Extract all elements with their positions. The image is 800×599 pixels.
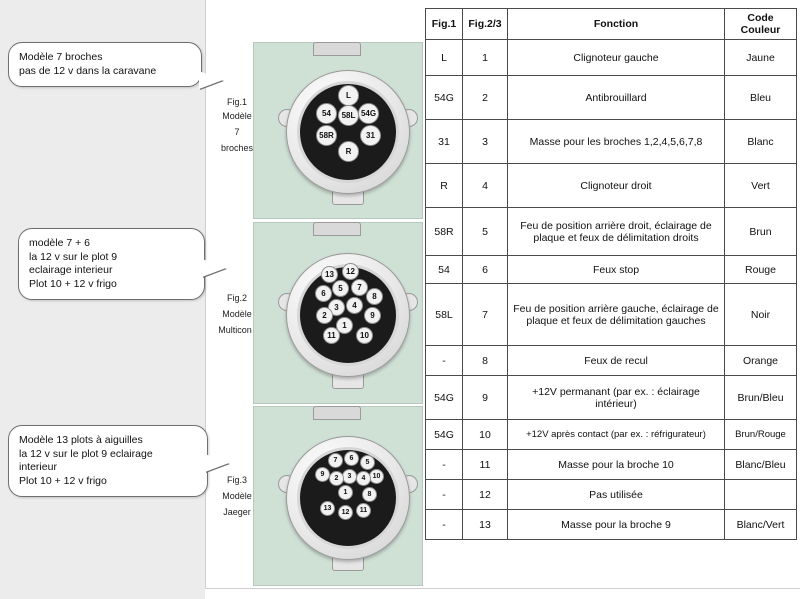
table-row xyxy=(426,420,797,450)
cell-fig1: 54G xyxy=(426,376,463,420)
table-row xyxy=(426,510,797,540)
figure-1-caption-line3: 7 xyxy=(234,127,240,137)
cell-fig23: 5 xyxy=(463,208,508,256)
pin-11: 11 xyxy=(323,327,340,344)
cell-fonction: +12V permanant (par ex. : éclairage intérieur) xyxy=(508,376,725,420)
col-header-fig1: Fig.1 xyxy=(426,9,463,40)
socket-figure-1 xyxy=(276,57,420,207)
cell-fonction: Feu de position arrière droit, éclairage de plaque et feux de délimitation droits xyxy=(508,208,725,256)
table-row xyxy=(426,346,797,376)
cell-couleur: Blanc/Vert xyxy=(725,510,797,540)
socket-hinge xyxy=(313,222,361,236)
callout-13-plots-line1: Modèle 13 plots à aiguilles xyxy=(19,434,143,446)
cell-fig1: 58R xyxy=(426,208,463,256)
cell-fig1: L xyxy=(426,40,463,76)
cell-fig1: - xyxy=(426,346,463,376)
pin-8: 8 xyxy=(362,487,377,502)
pin-58r: 58R xyxy=(316,125,337,146)
cell-fig1: 54G xyxy=(426,420,463,450)
figure-1-panel xyxy=(253,42,423,219)
table-row xyxy=(426,256,797,284)
cell-fonction: Pas utilisée xyxy=(508,480,725,510)
figure-2-caption-line2: Modèle xyxy=(222,309,252,319)
pin-r: R xyxy=(338,141,359,162)
callout-tail xyxy=(202,259,226,277)
pin-9: 9 xyxy=(364,307,381,324)
col-header-code-line2: Couleur xyxy=(740,24,781,36)
table-row xyxy=(426,480,797,510)
table-row xyxy=(426,40,797,76)
table-row xyxy=(426,164,797,208)
callout-7-plus-6 xyxy=(18,228,205,300)
pin-58l: 58L xyxy=(338,105,359,126)
cell-fonction: Masse pour la broche 9 xyxy=(508,510,725,540)
cell-fig1: 31 xyxy=(426,120,463,164)
pin-2: 2 xyxy=(329,471,344,486)
cell-couleur: Blanc xyxy=(725,120,797,164)
figure-3-caption-line1: Fig.3 xyxy=(226,475,247,485)
table-row xyxy=(426,120,797,164)
pin-54: 54 xyxy=(316,103,337,124)
figure-1-caption-line1: Fig.1 xyxy=(226,97,247,107)
cell-fig1: - xyxy=(426,450,463,480)
pin-7: 7 xyxy=(328,453,343,468)
figure-1-caption-line4: broches xyxy=(220,143,254,153)
pin-5: 5 xyxy=(332,280,349,297)
cell-fonction: Feux stop xyxy=(508,256,725,284)
figure-1-caption-line2: Modèle xyxy=(222,111,252,121)
figure-2-caption-line3: Multicon xyxy=(218,325,252,335)
table-row xyxy=(426,450,797,480)
callout-7-broches xyxy=(8,42,202,87)
cell-fonction: Feux de recul xyxy=(508,346,725,376)
cell-fig23: 10 xyxy=(463,420,508,450)
pin-8: 8 xyxy=(366,288,383,305)
callout-tail xyxy=(199,71,223,89)
pin-3: 3 xyxy=(328,299,345,316)
cell-fonction: Masse pour les broches 1,2,4,5,6,7,8 xyxy=(508,120,725,164)
pin-7: 7 xyxy=(351,279,368,296)
figure-2-panel xyxy=(253,222,423,404)
socket-hinge xyxy=(313,406,361,420)
callout-tail xyxy=(205,454,229,472)
cell-fig1: 54 xyxy=(426,256,463,284)
pin-l: L xyxy=(338,85,359,106)
cell-couleur: Brun/Bleu xyxy=(725,376,797,420)
cell-fonction: Clignoteur droit xyxy=(508,164,725,208)
cell-fonction: +12V après contact (par ex. : réfrigurateur) xyxy=(508,420,725,450)
pin-9: 9 xyxy=(315,467,330,482)
cell-fig23: 13 xyxy=(463,510,508,540)
pin-1: 1 xyxy=(338,485,353,500)
socket-figure-2 xyxy=(276,239,420,391)
figure-3-caption-line3: Jaeger xyxy=(223,507,251,517)
pin-10: 10 xyxy=(356,327,373,344)
cell-fig23: 9 xyxy=(463,376,508,420)
col-header-fig23: Fig.2/3 xyxy=(463,9,508,40)
pin-13: 13 xyxy=(320,501,335,516)
cell-fig1: R xyxy=(426,164,463,208)
pin-10: 10 xyxy=(369,469,384,484)
pin-5: 5 xyxy=(360,455,375,470)
cell-fig23: 2 xyxy=(463,76,508,120)
pin-2: 2 xyxy=(316,307,333,324)
socket-hinge xyxy=(313,42,361,56)
callout-7-plus-6-line2: la 12 v sur le plot 9 xyxy=(29,250,118,263)
figure-2-caption-line1: Fig.2 xyxy=(226,293,247,303)
table-row xyxy=(426,76,797,120)
callout-13-plots-line2: la 12 v sur le plot 9 eclairage xyxy=(19,447,153,460)
cell-couleur: Brun xyxy=(725,208,797,256)
pin-6: 6 xyxy=(315,285,332,302)
cell-fig1: 54G xyxy=(426,76,463,120)
cell-fonction: Clignoteur gauche xyxy=(508,40,725,76)
pin-12: 12 xyxy=(338,505,353,520)
socket-figure-3 xyxy=(276,423,420,573)
callout-7-plus-6-line3: eclairage interieur xyxy=(29,264,113,276)
cell-couleur xyxy=(725,480,797,510)
cell-fonction: Antibrouillard xyxy=(508,76,725,120)
cell-fonction: Feu de position arrière gauche, éclairage de plaque et feux de délimitation gauches xyxy=(508,284,725,346)
pin-31: 31 xyxy=(360,125,381,146)
cell-fig23: 8 xyxy=(463,346,508,376)
cell-fig23: 12 xyxy=(463,480,508,510)
table-row xyxy=(426,284,797,346)
pin-4: 4 xyxy=(346,297,363,314)
cell-fig1: 58L xyxy=(426,284,463,346)
pin-11: 11 xyxy=(356,503,371,518)
col-header-fonction: Fonction xyxy=(508,9,725,40)
callout-7-broches-line1: Modèle 7 broches xyxy=(19,51,103,63)
cell-fig23: 7 xyxy=(463,284,508,346)
cell-fig23: 11 xyxy=(463,450,508,480)
callout-13-plots-line4: Plot 10 + 12 v frigo xyxy=(19,474,107,487)
pin-6: 6 xyxy=(344,451,359,466)
pin-3: 3 xyxy=(342,469,357,484)
table-header-row xyxy=(426,9,797,40)
pinout-table xyxy=(425,8,797,540)
pin-13: 13 xyxy=(321,266,338,283)
cell-fig1: - xyxy=(426,510,463,540)
figure-3-caption-line2: Modèle xyxy=(222,491,252,501)
cell-couleur: Rouge xyxy=(725,256,797,284)
table-row xyxy=(426,208,797,256)
col-header-code-line1: Code xyxy=(747,12,774,24)
callout-7-plus-6-line4: Plot 10 + 12 v frigo xyxy=(29,277,117,290)
callout-13-plots xyxy=(8,425,208,497)
cell-fig23: 1 xyxy=(463,40,508,76)
pin-4: 4 xyxy=(356,471,371,486)
cell-couleur: Vert xyxy=(725,164,797,208)
cell-couleur: Blanc/Bleu xyxy=(725,450,797,480)
table-row xyxy=(426,376,797,420)
col-header-code-couleur xyxy=(725,9,797,40)
cell-couleur: Noir xyxy=(725,284,797,346)
pin-1: 1 xyxy=(336,317,353,334)
cell-fig23: 4 xyxy=(463,164,508,208)
pin-12: 12 xyxy=(342,263,359,280)
callout-13-plots-line3: interieur xyxy=(19,461,57,473)
figure-3-panel xyxy=(253,406,423,586)
cell-fig23: 6 xyxy=(463,256,508,284)
cell-couleur: Brun/Rouge xyxy=(725,420,797,450)
cell-couleur: Jaune xyxy=(725,40,797,76)
pin-54g: 54G xyxy=(358,103,379,124)
cell-couleur: Bleu xyxy=(725,76,797,120)
cell-fonction: Masse pour la broche 10 xyxy=(508,450,725,480)
callout-7-plus-6-line1: modèle 7 + 6 xyxy=(29,237,91,249)
callout-7-broches-line2: pas de 12 v dans la caravane xyxy=(19,64,157,77)
cell-couleur: Orange xyxy=(725,346,797,376)
cell-fig1: - xyxy=(426,480,463,510)
cell-fig23: 3 xyxy=(463,120,508,164)
